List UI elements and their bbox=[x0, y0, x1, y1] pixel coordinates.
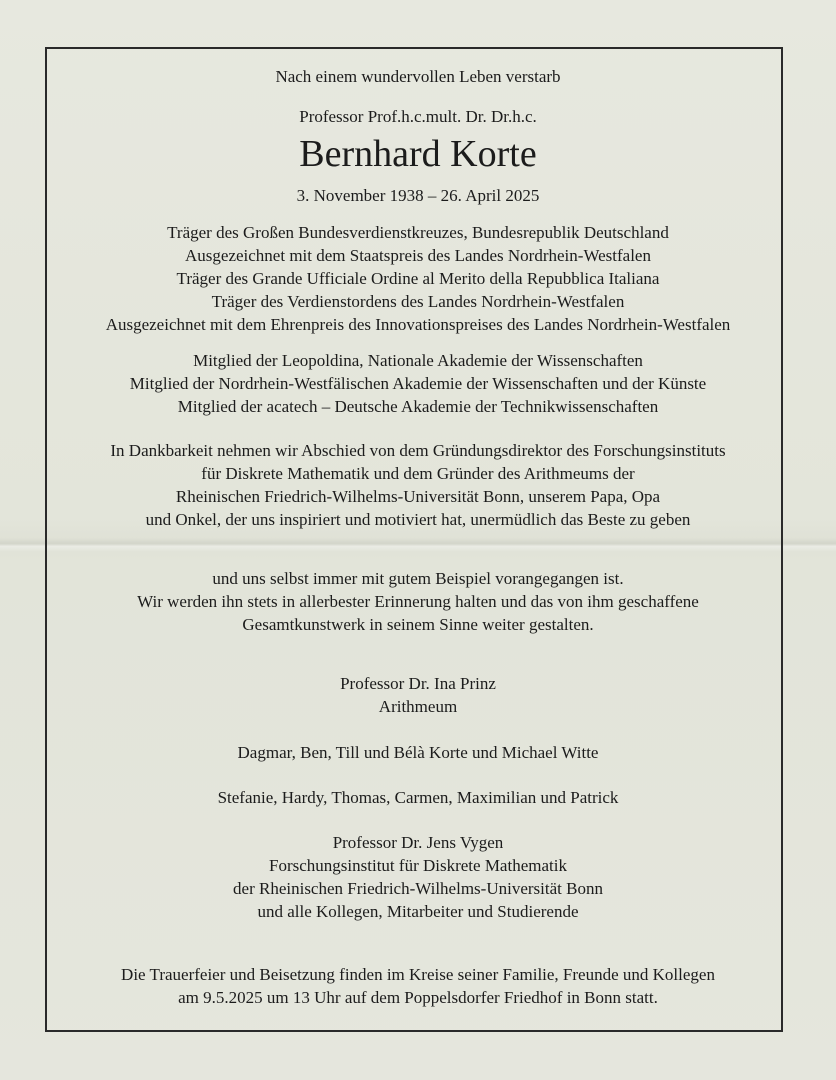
farewell-line: Gesamtkunstwerk in seinem Sinne weiter gestalten. bbox=[242, 615, 594, 634]
signatory-vygen-colleagues: und alle Kollegen, Mitarbeiter und Studierende bbox=[257, 902, 579, 921]
farewell-line: In Dankbarkeit nehmen wir Abschied von dem Gründungsdirektor des Forschungsinstituts bbox=[110, 441, 726, 460]
academic-titles: Professor Prof.h.c.mult. Dr. Dr.h.c. bbox=[299, 107, 537, 126]
honor-line: Träger des Grande Ufficiale Ordine al Merito della Repubblica Italiana bbox=[176, 269, 660, 288]
honor-line: Träger des Verdienstordens des Landes Nordrhein-Westfalen bbox=[211, 292, 625, 311]
deceased-name: Bernhard Korte bbox=[299, 133, 537, 175]
farewell-line: und uns selbst immer mit gutem Beispiel vorangegangen ist. bbox=[212, 569, 624, 588]
membership-line: Mitglied der Leopoldina, Nationale Akademie der Wissenschaften bbox=[193, 351, 643, 370]
farewell-line: Rheinischen Friedrich-Wilhelms-Universität Bonn, unserem Papa, Opa bbox=[175, 487, 661, 506]
signatory-prinz-institution: Arithmeum bbox=[378, 697, 458, 716]
farewell-line: für Diskrete Mathematik und dem Gründer des Arithmeums der bbox=[201, 464, 635, 483]
honor-line: Träger des Großen Bundesverdienstkreuzes, Bundesrepublik Deutschland bbox=[167, 223, 669, 242]
signatory-prinz-name: Professor Dr. Ina Prinz bbox=[340, 674, 496, 693]
farewell-line: und Onkel, der uns inspiriert und motiviert hat, unermüdlich das Beste zu geben bbox=[145, 510, 691, 529]
honor-line: Ausgezeichnet mit dem Staatspreis des Landes Nordrhein-Westfalen bbox=[185, 246, 651, 265]
signatory-vygen-name: Professor Dr. Jens Vygen bbox=[332, 833, 504, 852]
life-dates: 3. November 1938 – 26. April 2025 bbox=[296, 186, 540, 205]
signatory-relatives: Stefanie, Hardy, Thomas, Carmen, Maximilian und Patrick bbox=[217, 788, 619, 807]
intro-line: Nach einem wundervollen Leben verstarb bbox=[275, 67, 561, 86]
honor-line: Ausgezeichnet mit dem Ehrenpreis des Innovationspreises des Landes Nordrhein-Westfalen bbox=[105, 315, 731, 334]
membership-line: Mitglied der acatech – Deutsche Akademie der Technikwissenschaften bbox=[177, 397, 659, 416]
signatory-vygen-university: der Rheinischen Friedrich-Wilhelms-Universität Bonn bbox=[233, 879, 603, 898]
signatory-vygen-institute: Forschungsinstitut für Diskrete Mathematik bbox=[269, 856, 567, 875]
membership-line: Mitglied der Nordrhein-Westfälischen Akademie der Wissenschaften und der Künste bbox=[129, 374, 707, 393]
farewell-line: Wir werden ihn stets in allerbester Erinnerung halten und das von ihm geschaffene bbox=[137, 592, 699, 611]
funeral-line: am 9.5.2025 um 13 Uhr auf dem Poppelsdorfer Friedhof in Bonn statt. bbox=[178, 988, 658, 1007]
funeral-line: Die Trauerfeier und Beisetzung finden im Kreise seiner Familie, Freunde und Kollegen bbox=[121, 965, 715, 984]
signatory-family: Dagmar, Ben, Till und Bélà Korte und Michael Witte bbox=[237, 743, 599, 762]
